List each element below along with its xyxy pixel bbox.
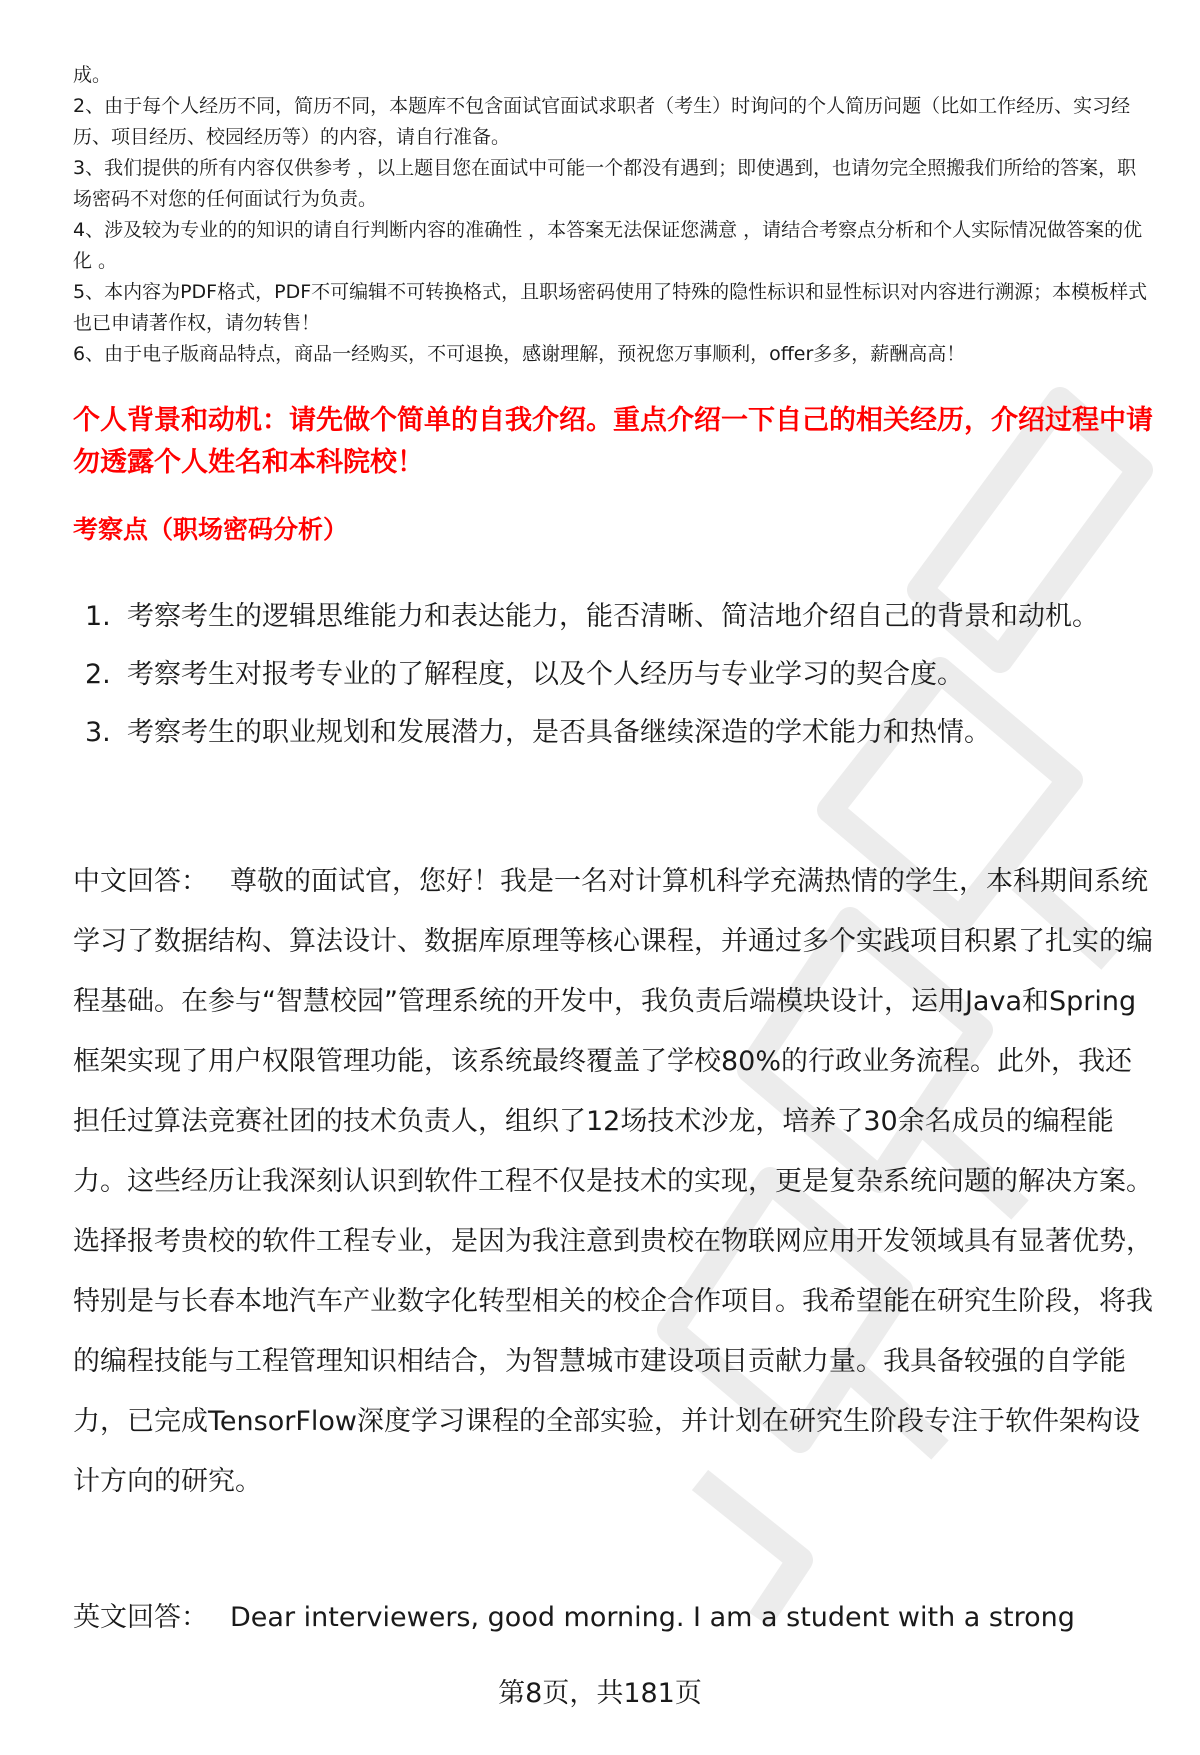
english-answer-text: Dear interviewers, good morning. I am a student with a strong — [230, 1602, 1075, 1633]
note-item: 3、我们提供的所有内容仅供参考 ，以上题目您在面试中可能一个都没有遇到；即使遇到，也请勿完全照搬我们所给的答案，职场密码不对您的任何面试行为负责。 — [73, 157, 1137, 210]
list-item-number: 2. — [85, 659, 111, 690]
list-item-number: 1. — [85, 601, 111, 632]
disclaimer-notes — [73, 60, 1153, 370]
english-answer-label: 英文回答： — [73, 1602, 208, 1633]
chinese-answer-label: 中文回答： — [73, 866, 208, 897]
list-item-number: 3. — [85, 717, 111, 748]
list-item — [73, 704, 1153, 762]
list-item-text: 考察考生的职业规划和发展潜力，是否具备继续深造的学术能力和热情。 — [127, 717, 991, 748]
chinese-answer-text: 尊敬的面试官，您好！我是一名对计算机科学充满热情的学生，本科期间系统学习了数据结构、算法设计、数据库原理等核心课程，并通过多个实践项目积累了扎实的编程基础。在参与“智慧校园”管理系统的开发中，我负责后端模块设计，运用Java和Spring框架实现了用户权限管理功能，该系统最终覆盖了学校80%的行政业务流程。此外，我还担任过算法竞赛社团的技术负责人，组织了12场技术沙龙，培养了30余名成员的编程能力。这些经历让我深刻认识到软件工程不仅是技术的实现，更是复杂系统问题的解决方案。选择报考贵校的软件工程专业，是因为我注意到贵校在物联网应用开发领域具有显著优势，特别是与长春本地汽车产业数字化转型相关的校企合作项目。我希望能在研究生阶段，将我的编程技能与工程管理知识相结合，为智慧城市建设项目贡献力量。我具备较强的自学能力，已完成TensorFlow深度学习课程的全部实验，并计划在研究生阶段专注于软件架构设计方向的研究。 — [73, 866, 1153, 1497]
list-item — [73, 646, 1153, 704]
chinese-answer — [73, 852, 1158, 1512]
page-number-footer: 第8页，共181页 — [498, 1678, 702, 1709]
note-item: 5、本内容为PDF格式，PDF不可编辑不可转换格式，且职场密码使用了特殊的隐性标识和显性标识对内容进行溯源；本模板样式也已申请著作权，请勿转售！ — [73, 281, 1148, 334]
note-item: 成。 — [73, 64, 112, 86]
question-heading: 个人背景和动机：请先做个简单的自我介绍。重点介绍一下自己的相关经历，介绍过程中请勿透露个人姓名和本科院校！ — [73, 405, 1153, 478]
list-item — [73, 588, 1153, 646]
assessment-points-title: 考察点（职场密码分析） — [73, 515, 349, 544]
english-answer — [73, 1598, 1158, 1638]
assessment-points-list — [73, 588, 1153, 762]
note-item: 4、涉及较为专业的的知识的请自行判断内容的准确性 ，本答案无法保证您满意 ，请结合考察点分析和个人实际情况做答案的优化 。 — [73, 219, 1143, 272]
note-item: 2、由于每个人经历不同，简历不同，本题库不包含面试官面试求职者（考生）时询问的个人简历问题（比如工作经历、实习经历、项目经历、校园经历等）的内容，请自行准备。 — [73, 95, 1131, 148]
list-item-text: 考察考生对报考专业的了解程度，以及个人经历与专业学习的契合度。 — [127, 659, 964, 690]
list-item-text: 考察考生的逻辑思维能力和表达能力，能否清晰、简洁地介绍自己的背景和动机。 — [127, 601, 1099, 632]
note-item: 6、由于电子版商品特点，商品一经购买，不可退换，感谢理解，预祝您万事顺利，offer多多，薪酬高高！ — [73, 343, 966, 365]
